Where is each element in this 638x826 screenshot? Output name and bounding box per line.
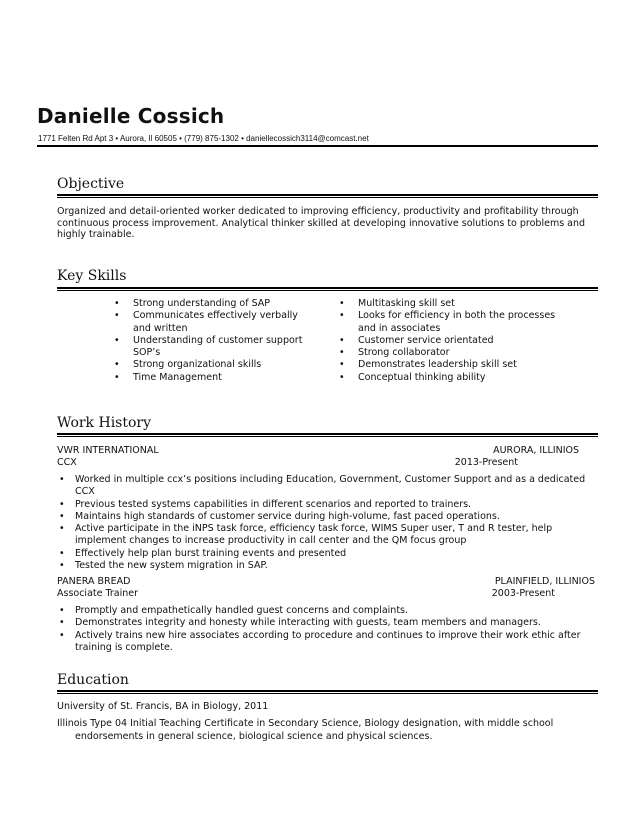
list-item: • Demonstrates integrity and honesty while interacting with guests, team members and managers. bbox=[57, 617, 592, 629]
education-item: Illinois Type 04 Initial Teaching Certificate in Secondary Science, Biology designation, with middle school endorsements in general science, biological science and physical sciences. bbox=[57, 718, 554, 742]
job-role: Associate Trainer bbox=[57, 588, 139, 599]
job-company: VWR INTERNATIONAL bbox=[57, 445, 159, 456]
list-item: • Previous tested systems capabilities in different scenarios and reported to trainers. bbox=[57, 499, 592, 511]
skills-right-column bbox=[339, 298, 561, 384]
job-location: PLAINFIELD, ILLINIOS bbox=[494, 576, 595, 587]
skill-item: • Looks for efficiency in both the processes and in associates bbox=[339, 310, 561, 335]
job-company: PANERA BREAD bbox=[57, 576, 131, 587]
skill-item: • Communicates effectively verbally and written bbox=[114, 310, 314, 335]
header-divider bbox=[37, 145, 598, 147]
contact-line: 1771 Felten Rd Apt 3 • Aurora, Il 60505 • (779) 875-1302 • daniellecossich3114@comcast.net bbox=[38, 134, 369, 143]
list-item: • Active participate in the iNPS task force, efficiency task force, WIMS Super user, T and R tester, help implement changes to increase productivity in call center and the QM focus group bbox=[57, 523, 592, 548]
job-role: CCX bbox=[57, 457, 77, 468]
skill-item: • Understanding of customer support SOP’s bbox=[114, 335, 314, 360]
education-item: University of St. Francis, BA in Biology, 2011 bbox=[57, 701, 269, 712]
job-bullets bbox=[57, 474, 592, 572]
job-dates: 2003-Present bbox=[491, 588, 555, 599]
list-item: • Promptly and empathetically handled guest concerns and complaints. bbox=[57, 605, 592, 617]
list-item: • Worked in multiple ccx’s positions including Education, Government, Customer Support and as a dedicated CCX bbox=[57, 474, 592, 499]
job-bullets bbox=[57, 605, 592, 654]
education-divider bbox=[57, 690, 598, 694]
list-item: • Actively trains new hire associates according to procedure and continues to improve their work ethic after training is complete. bbox=[57, 630, 592, 655]
skills-divider bbox=[57, 287, 598, 291]
skill-item: • Strong understanding of SAP bbox=[114, 298, 314, 310]
skill-item: • Multitasking skill set bbox=[339, 298, 561, 310]
job-dates: 2013-Present bbox=[454, 457, 518, 468]
work-heading: Work History bbox=[57, 415, 152, 431]
skills-heading: Key Skills bbox=[57, 268, 127, 284]
skill-item: • Conceptual thinking ability bbox=[339, 372, 561, 384]
skill-item: • Demonstrates leadership skill set bbox=[339, 359, 561, 371]
skill-item: • Strong collaborator bbox=[339, 347, 561, 359]
job-location: AURORA, ILLINIOS bbox=[493, 445, 579, 456]
work-divider bbox=[57, 433, 598, 437]
list-item: • Effectively help plan burst training events and presented bbox=[57, 548, 592, 560]
skill-item: • Time Management bbox=[114, 372, 314, 384]
skills-left-column bbox=[114, 298, 314, 384]
candidate-name: Danielle Cossich bbox=[37, 104, 225, 128]
skill-item: • Customer service orientated bbox=[339, 335, 561, 347]
objective-heading: Objective bbox=[57, 176, 125, 192]
education-heading: Education bbox=[57, 672, 129, 688]
objective-divider bbox=[57, 194, 598, 198]
list-item: • Maintains high standards of customer service during high-volume, fast paced operations. bbox=[57, 511, 592, 523]
education-list bbox=[57, 701, 597, 743]
objective-text: Organized and detail-oriented worker dedicated to improving efficiency, productivity and profitability through continuous process improvement. Analytical thinker skilled at developing innovative solutions to problems and highly trainable. bbox=[57, 206, 586, 240]
skill-item: • Strong organizational skills bbox=[114, 359, 314, 371]
list-item: • Tested the new system migration in SAP. bbox=[57, 560, 592, 572]
